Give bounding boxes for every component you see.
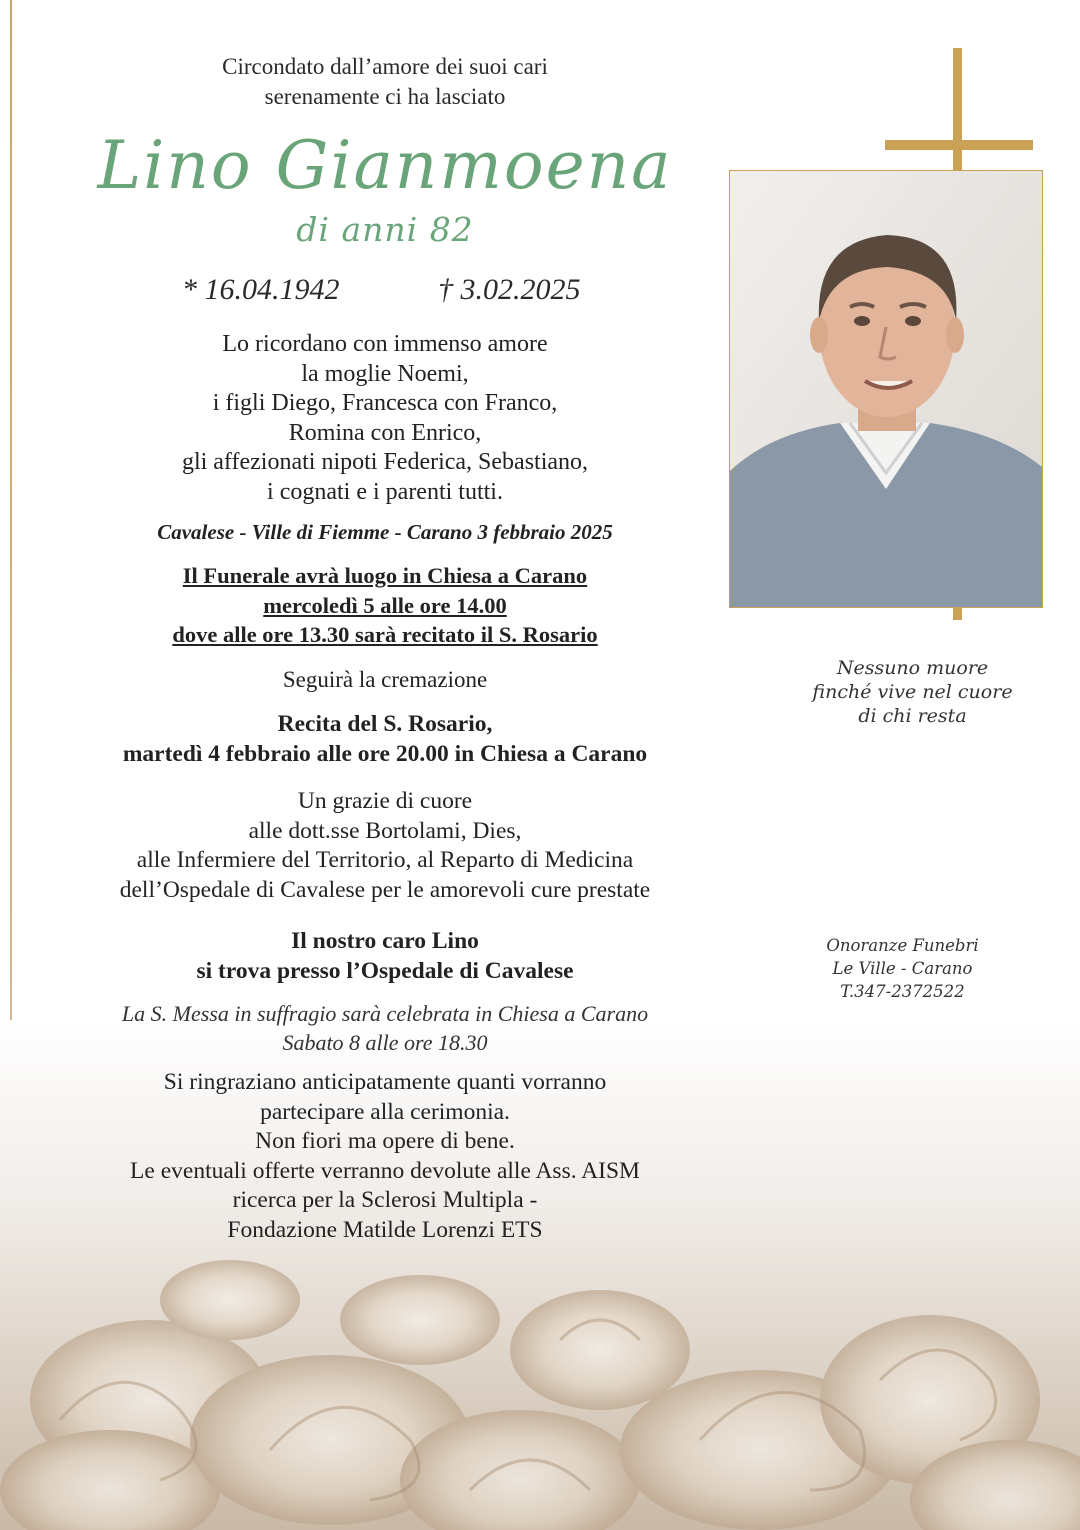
life-dates <box>60 268 710 312</box>
intro-text <box>60 52 710 112</box>
location-line: Il nostro caro Lino <box>291 928 479 954</box>
thanks-line: alle dott.sse Bortolami, Dies, <box>248 817 522 844</box>
portrait-photo <box>729 170 1043 608</box>
closing-line: Non fiori ma opere di bene. <box>255 1128 515 1154</box>
location-info <box>60 926 710 986</box>
agency-line: Onoranze Funebri <box>826 936 979 955</box>
intro-line: Circondato dall’amore dei suoi cari <box>222 54 548 79</box>
intro-line: serenamente ci ha lasciato <box>264 84 506 109</box>
agency-phone: T.347-2372522 <box>840 982 965 1001</box>
mass-line: La S. Messa in suffragio sarà celebrata in Chiesa a Carano <box>121 1001 649 1026</box>
quote-line: Nessuno muore <box>836 657 989 679</box>
closing-line: ricerca per la Sclerosi Multipla - <box>232 1187 538 1213</box>
rosary-info <box>60 709 710 769</box>
survivors-line: Lo ricordano con immenso amore <box>222 331 548 357</box>
mass-line: Sabato 8 alle ore 18.30 <box>282 1030 488 1055</box>
memorial-quote <box>770 656 1055 728</box>
thanks-line: Un grazie di cuore <box>297 788 473 814</box>
closing-line: Le eventuali offerte verranno devolute alle Ass. AISM <box>130 1157 640 1184</box>
rosary-line: martedì 4 febbraio alle ore 20.00 in Chiesa a Carano <box>122 741 648 767</box>
survivors-line: i figli Diego, Francesca con Franco, <box>212 390 558 416</box>
funeral-line: Il Funerale avrà luogo in Chiesa a Carano <box>182 563 588 588</box>
closing-line: partecipare alla cerimonia. <box>260 1098 510 1125</box>
closing-line: Si ringraziano anticipatamente quanti vorranno <box>163 1069 607 1095</box>
funeral-agency <box>790 934 1015 1003</box>
quote-line: di chi resta <box>858 705 967 727</box>
mass-info <box>60 999 710 1057</box>
closing-text <box>60 1068 710 1245</box>
birth-date: * 16.04.1942 <box>182 273 340 306</box>
survivors-line: gli affezionati nipoti Federica, Sebastiano, <box>181 449 589 475</box>
survivors-line: la moglie Noemi, <box>301 360 469 387</box>
survivors-list <box>60 330 710 507</box>
funeral-info <box>60 561 710 650</box>
death-date: † 3.02.2025 <box>438 273 581 306</box>
thanks-text <box>60 787 710 905</box>
thanks-line: dell’Ospedale di Cavalese per le amorevoli cure prestate <box>119 876 651 903</box>
deceased-age: di anni 82 <box>296 210 474 249</box>
survivors-line: Romina con Enrico, <box>288 419 482 446</box>
survivors-line: i cognati e i parenti tutti. <box>267 478 503 505</box>
funeral-line: dove alle ore 13.30 sarà recitato il S. Rosario <box>172 622 598 647</box>
place-and-date: Cavalese - Ville di Fiemme - Carano 3 febbraio 2025 <box>157 520 613 544</box>
cross-bar <box>885 140 1033 150</box>
quote-line: finché vive nel cuore <box>812 681 1013 703</box>
closing-line: Fondazione Matilde Lorenzi ETS <box>227 1216 543 1243</box>
thanks-line: alle Infermiere del Territorio, al Reparto di Medicina <box>136 847 634 873</box>
portrait-illustration <box>730 171 1042 607</box>
location-line: si trova presso l’Ospedale di Cavalese <box>196 958 574 984</box>
funeral-line: mercoledì 5 alle ore 14.00 <box>263 592 507 618</box>
cremation-note: Seguirà la cremazione <box>282 667 488 692</box>
deceased-name: Lino Gianmoena <box>97 127 673 204</box>
rosary-line: Recita del S. Rosario, <box>277 711 493 737</box>
agency-line: Le Ville - Carano <box>832 959 973 978</box>
